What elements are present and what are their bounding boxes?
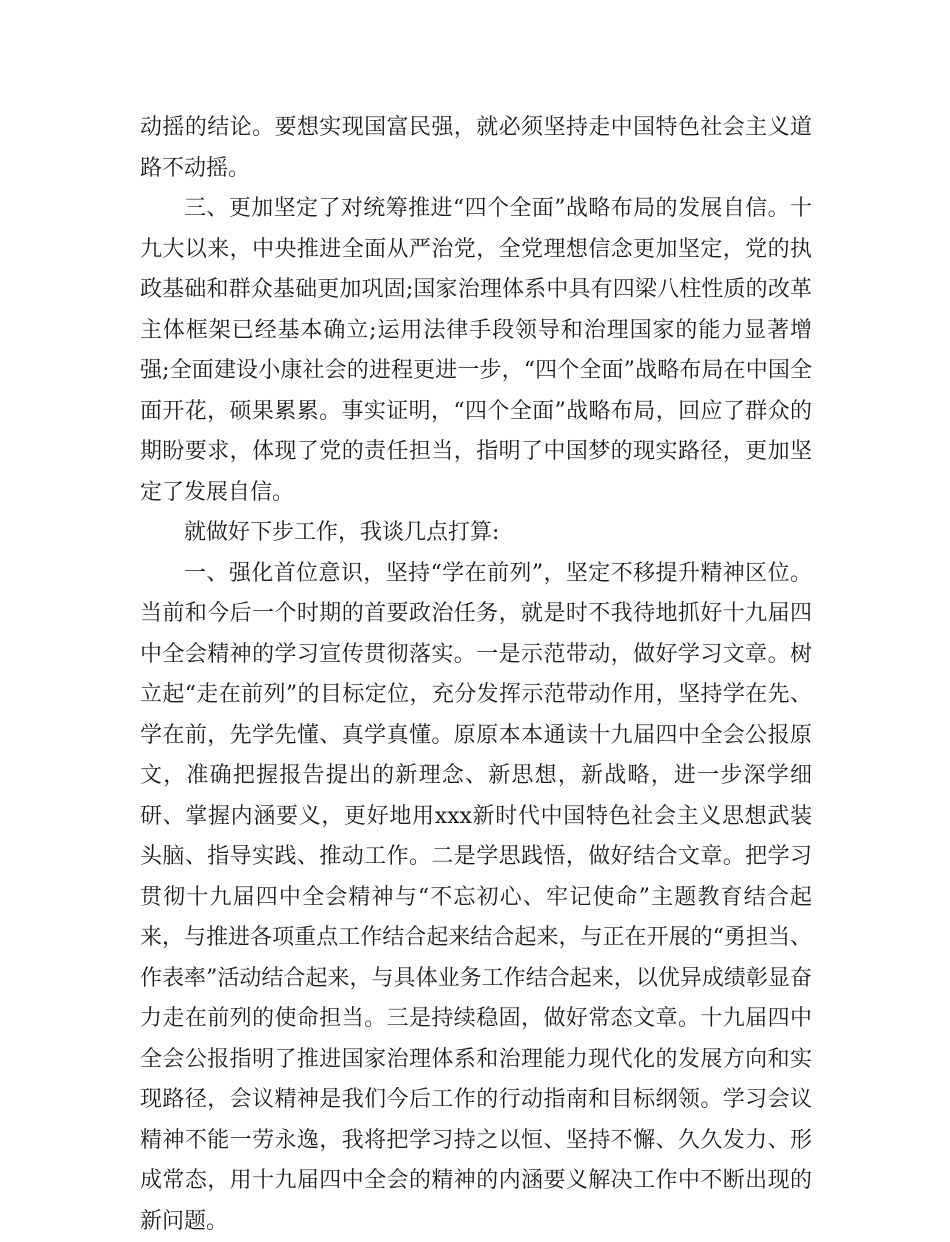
paragraph-continuation: 动摇的结论。要想实现国富民强，就必须坚持走中国特色社会主义道路不动摇。: [140, 108, 812, 189]
document-body: [140, 108, 812, 1242]
paragraph-plan-one: 一、强化首位意识，坚持“学在前列”，坚定不移提升精神区位。当前和今后一个时期的首要政治任务，就是时不我待地抓好十九届四中全会精神的学习宣传贯彻落实。一是示范带动，做好学习文章。树立起“走在前列”的目标定位，充分发挥示范带动作用，坚持学在先、学在前，先学先懂、真学真懂。原原本本通读十九届四中全会公报原文，准确把握报告提出的新理念、新思想，新战略，进一步深学细研、掌握内涵要义，更好地用xxx新时代中国特色社会主义思想武装头脑、指导实践、推动工作。二是学思践悟，做好结合文章。把学习贯彻十九届四中全会精神与“不忘初心、牢记使命”主题教育结合起来，与推进各项重点工作结合起来结合起来，与正在开展的“勇担当、作表率”活动结合起来，与具体业务工作结合起来，以优异成绩彰显奋力走在前列的使命担当。三是持续稳固，做好常态文章。十九届四中全会公报指明了推进国家治理体系和治理能力现代化的发展方向和实现路径，会议精神是我们今后工作的行动指南和目标纲领。学习会议精神不能一劳永逸，我将把学习持之以恒、坚持不懈、久久发力、形成常态，用十九届四中全会的精神的内涵要义解决工作中不断出现的新问题。: [140, 554, 812, 1242]
paragraph-plans-intro: 就做好下步工作，我谈几点打算:: [140, 513, 812, 554]
paragraph-section-three: 三、更加坚定了对统筹推进“四个全面”战略布局的发展自信。十九大以来，中央推进全面从严治党，全党理想信念更加坚定，党的执政基础和群众基础更加巩固;国家治理体系中具有四梁八柱性质的改革主体框架已经基本确立;运用法律手段领导和治理国家的能力显著增强;全面建设小康社会的进程更进一步，“四个全面”战略布局在中国全面开花，硕果累累。事实证明，“四个全面”战略布局，回应了群众的期盼要求，体现了党的责任担当，指明了中国梦的现实路径，更加坚定了发展自信。: [140, 189, 812, 513]
